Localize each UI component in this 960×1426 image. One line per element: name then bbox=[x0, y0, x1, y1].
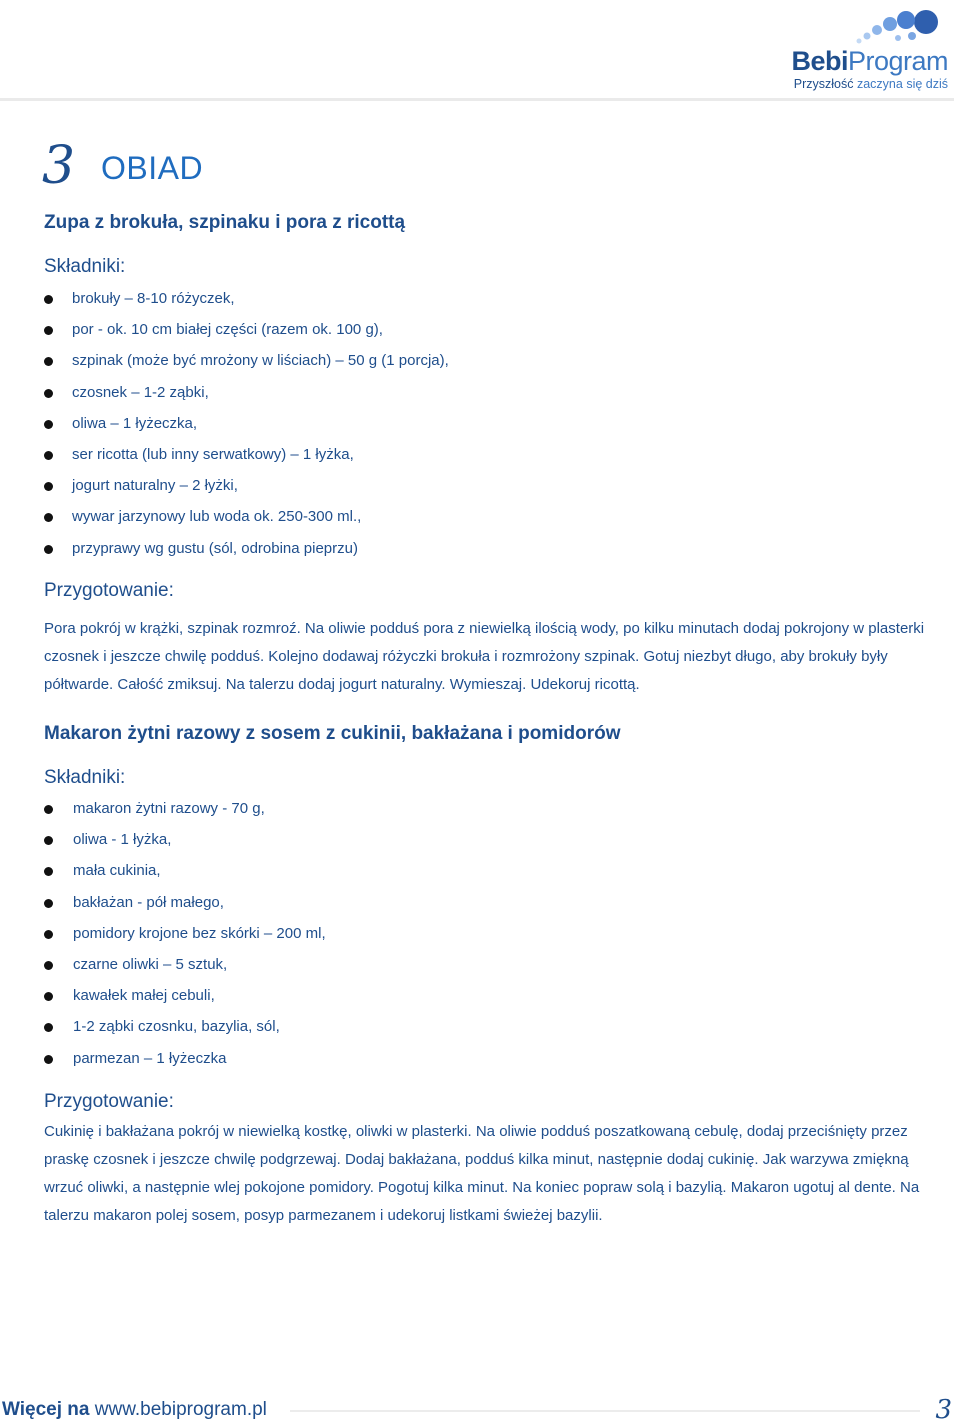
header-divider bbox=[0, 98, 954, 101]
bullet-icon bbox=[44, 326, 53, 335]
footer-website-link[interactable]: www.bebiprogram.pl bbox=[94, 1399, 267, 1420]
ingredient-item bbox=[44, 533, 904, 564]
bullet-icon bbox=[44, 357, 53, 366]
ingredient-text: czosnek – 1-2 ząbki, bbox=[72, 383, 209, 401]
ingredient-item bbox=[44, 918, 904, 949]
logo-wordmark bbox=[791, 46, 948, 77]
ingredient-item bbox=[44, 377, 904, 408]
ingredient-item bbox=[44, 855, 904, 886]
ingredient-item bbox=[44, 314, 904, 345]
ingredient-text: parmezan – 1 łyżeczka bbox=[73, 1049, 227, 1067]
section-title: OBIAD bbox=[101, 150, 204, 186]
bullet-icon bbox=[44, 961, 53, 970]
ingredient-item bbox=[44, 1043, 904, 1074]
bullet-icon bbox=[44, 1023, 53, 1032]
bullet-icon bbox=[44, 930, 53, 939]
bullet-icon bbox=[44, 482, 53, 491]
ingredient-item bbox=[44, 1011, 904, 1042]
recipe-1-ingredients-list bbox=[44, 283, 904, 564]
ingredient-text: czarne oliwki – 5 sztuk, bbox=[73, 955, 228, 973]
ingredient-text: oliwa - 1 łyżka, bbox=[73, 831, 172, 849]
ingredient-text: oliwa – 1 łyżeczka, bbox=[72, 414, 198, 432]
ingredient-item bbox=[44, 887, 904, 918]
logo-bubbles-icon bbox=[840, 8, 940, 48]
ingredient-item bbox=[44, 439, 904, 470]
bullet-icon bbox=[44, 899, 53, 908]
recipe-1-ingredients-heading: Składniki: bbox=[44, 256, 126, 277]
bullet-icon bbox=[44, 805, 53, 814]
ingredient-text: pomidory krojone bez skórki – 200 ml, bbox=[73, 924, 326, 942]
ingredient-item bbox=[44, 470, 904, 501]
bullet-icon bbox=[44, 295, 53, 304]
bullet-icon bbox=[44, 389, 53, 398]
ingredient-item bbox=[44, 283, 904, 314]
footer-divider bbox=[290, 1410, 920, 1412]
ingredient-text: brokuły – 8-10 różyczek, bbox=[72, 290, 235, 307]
ingredient-text: szpinak (może być mrożony w liściach) – 50 g (1 porcja), bbox=[72, 352, 449, 370]
recipe-2-preparation-heading: Przygotowanie: bbox=[44, 1091, 174, 1112]
ingredient-item bbox=[44, 408, 904, 439]
footer-more-label: Więcej na bbox=[2, 1399, 90, 1420]
bullet-icon bbox=[44, 513, 53, 522]
recipe-1-title: Zupa z brokuła, szpinaku i pora z ricottą bbox=[44, 212, 406, 233]
ingredient-item bbox=[44, 824, 904, 855]
ingredient-text: makaron żytni razowy - 70 g, bbox=[73, 800, 265, 817]
recipe-2-preparation-text: Cukinię i bakłażana pokrój w niewielką kostkę, oliwki w plasterki. Na oliwie podduś poszatkowaną cebulę, dodaj przeciśnięty przez praskę czosnek i jeszcze chwilę podgrzewaj. Dodaj bakłażana, podduś kilka minut, następnie dodaj cukinię. Jak warzywa zmiękną wrzuć oliwki, a następnie wlej pokojone pomidory. Pogotuj kilka minut. Na koniec popraw solą i bazylią. Makaron ugotuj al dente. Na talerzu makaron polej sosem, posyp parmezanem i udekoruj listkami świeżej bazylii. bbox=[44, 1123, 920, 1224]
bullet-icon bbox=[44, 545, 53, 554]
page-number: 3 bbox=[935, 1395, 952, 1425]
bebiprogram-logo bbox=[791, 6, 954, 91]
ingredient-item bbox=[44, 345, 904, 376]
ingredient-item bbox=[44, 980, 904, 1011]
recipe-1-preparation-heading: Przygotowanie: bbox=[44, 580, 174, 601]
recipe-1-preparation-text: Pora pokrój w krążki, szpinak rozmroź. Na oliwie podduś pora z niewielką ilością wody, po kilku minutach dodaj pokrojony w plasterki czosnek i jeszcze chwilę podduś. Kolejno dodawaj różyczki brokuła i rozmrożony szpinak. Gotuj niezbyt długo, aby brokuły były półtwarde. Całość zmiksuj. Na talerzu dodaj jogurt naturalny. Wymieszaj. Udekoruj ricottą. bbox=[44, 620, 925, 693]
recipe-2-title: Makaron żytni razowy z sosem z cukinii, bakłażana i pomidorów bbox=[44, 723, 621, 744]
logo-tagline-part2: zaczyna się dziś bbox=[856, 77, 948, 91]
bullet-icon bbox=[44, 992, 53, 1001]
footer-more-info bbox=[2, 1399, 267, 1421]
bullet-icon bbox=[44, 836, 53, 845]
ingredient-item bbox=[44, 501, 904, 532]
recipe-2-ingredients-heading: Składniki: bbox=[44, 767, 126, 788]
logo-tagline bbox=[794, 77, 948, 91]
bullet-icon bbox=[44, 1055, 53, 1064]
recipe-2-ingredients-list bbox=[44, 793, 904, 1074]
ingredient-text: przyprawy wg gustu (sól, odrobina pieprzu) bbox=[72, 539, 358, 557]
bullet-icon bbox=[44, 420, 53, 429]
ingredient-text: ser ricotta (lub inny serwatkowy) – 1 łyżka, bbox=[72, 445, 354, 463]
logo-tagline-part1: Przyszłość bbox=[793, 77, 854, 91]
logo-name-part1: Bebi bbox=[791, 46, 848, 76]
ingredient-text: 1-2 ząbki czosnku, bazylia, sól, bbox=[73, 1018, 280, 1036]
bullet-icon bbox=[44, 867, 53, 876]
ingredient-item bbox=[44, 949, 904, 980]
ingredient-text: jogurt naturalny – 2 łyżki, bbox=[72, 477, 238, 495]
logo-name-part2: Program bbox=[847, 46, 948, 76]
bullet-icon bbox=[44, 451, 53, 460]
section-number: 3 bbox=[42, 136, 76, 196]
ingredient-text: mała cukinia, bbox=[73, 862, 161, 880]
ingredient-text: kawałek małej cebuli, bbox=[73, 987, 215, 1005]
ingredient-text: por - ok. 10 cm białej części (razem ok. 100 g), bbox=[72, 321, 383, 339]
ingredient-text: bakłażan - pół małego, bbox=[73, 893, 224, 911]
ingredient-item bbox=[44, 793, 904, 824]
ingredient-text: wywar jarzynowy lub woda ok. 250-300 ml., bbox=[72, 508, 362, 526]
